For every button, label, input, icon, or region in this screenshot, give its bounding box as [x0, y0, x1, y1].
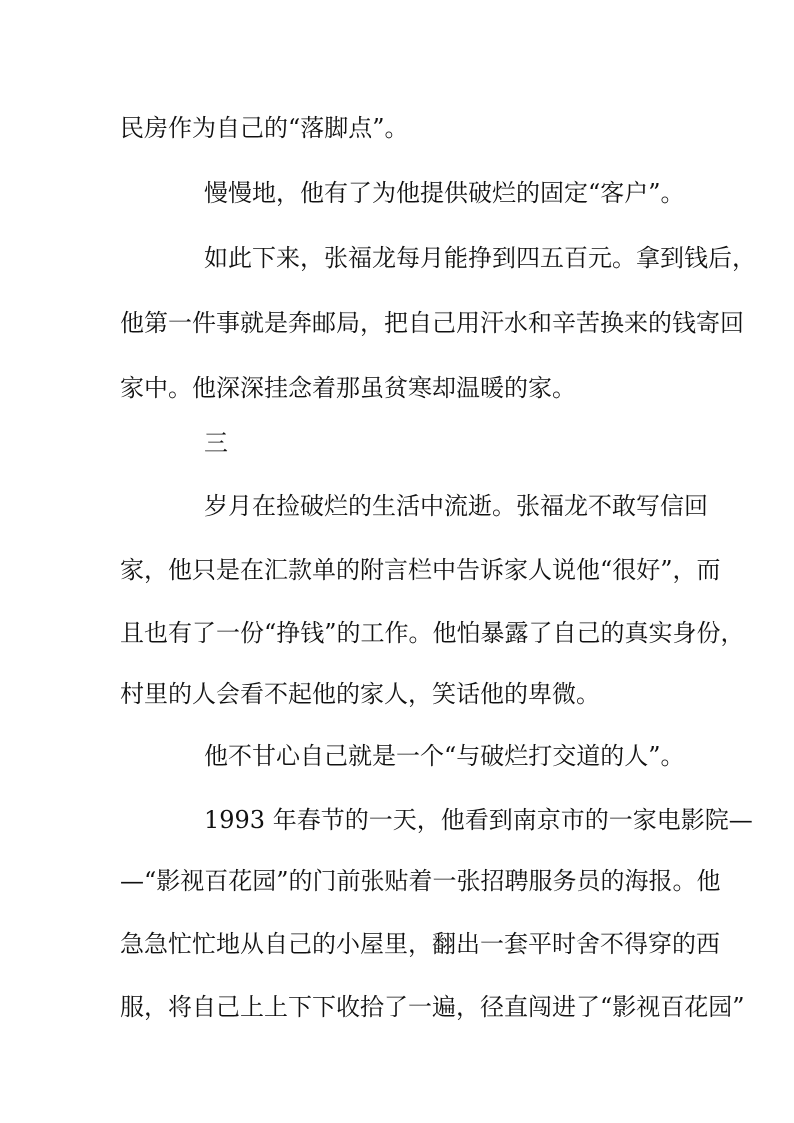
line-text: 民房作为自己的“落脚点”。	[120, 114, 409, 142]
text-line-15	[0, 987, 794, 1027]
line-text: 如此下来，张福龙每月能挣到四五百元。拿到钱后，	[204, 244, 756, 272]
line-text: 村里的人会看不起他的家人，笑话他的卑微。	[120, 680, 600, 708]
text-line-1	[0, 108, 794, 148]
section-number: 三	[204, 429, 228, 457]
text-line-11	[0, 736, 794, 776]
text-line-5	[0, 368, 794, 408]
line-text: 家，他只是在汇款单的附言栏中告诉家人说他“很好”，而	[120, 556, 721, 584]
text-line-8	[0, 550, 794, 590]
text-line-14	[0, 924, 794, 964]
section-heading	[0, 423, 794, 463]
text-line-10	[0, 674, 794, 714]
line-text: 他不甘心自己就是一个“与破烂打交道的人”。	[204, 742, 685, 770]
text-line-12	[0, 800, 794, 840]
line-text: 急急忙忙地从自己的小屋里，翻出一套平时舍不得穿的西	[120, 930, 720, 958]
text-line-3	[0, 238, 794, 278]
text-line-2	[0, 173, 794, 213]
text-line-4	[0, 303, 794, 343]
line-text: 岁月在捡破烂的生活中流逝。张福龙不敢写信回	[204, 492, 708, 520]
line-text: 家中。他深深挂念着那虽贫寒却温暖的家。	[120, 374, 576, 402]
line-text: 服，将自己上上下下收拾了一遍，径直闯进了“影视百花园”	[120, 993, 745, 1021]
text-line-7	[0, 486, 794, 526]
line-text: 且也有了一份“挣钱”的工作。他怕暴露了自己的真实身份，	[120, 619, 745, 647]
line-text: 他第一件事就是奔邮局，把自己用汗水和辛苦换来的钱寄回	[120, 309, 744, 337]
text-line-13	[0, 861, 794, 901]
text-line-9	[0, 613, 794, 653]
line-text: 慢慢地，他有了为他提供破烂的固定“客户”。	[204, 179, 685, 207]
line-text: —“影视百花园”的门前张贴着一张招聘服务员的海报。他	[120, 867, 721, 895]
line-text: 1993 年春节的一天，他看到南京市的一家电影院—	[204, 806, 753, 834]
